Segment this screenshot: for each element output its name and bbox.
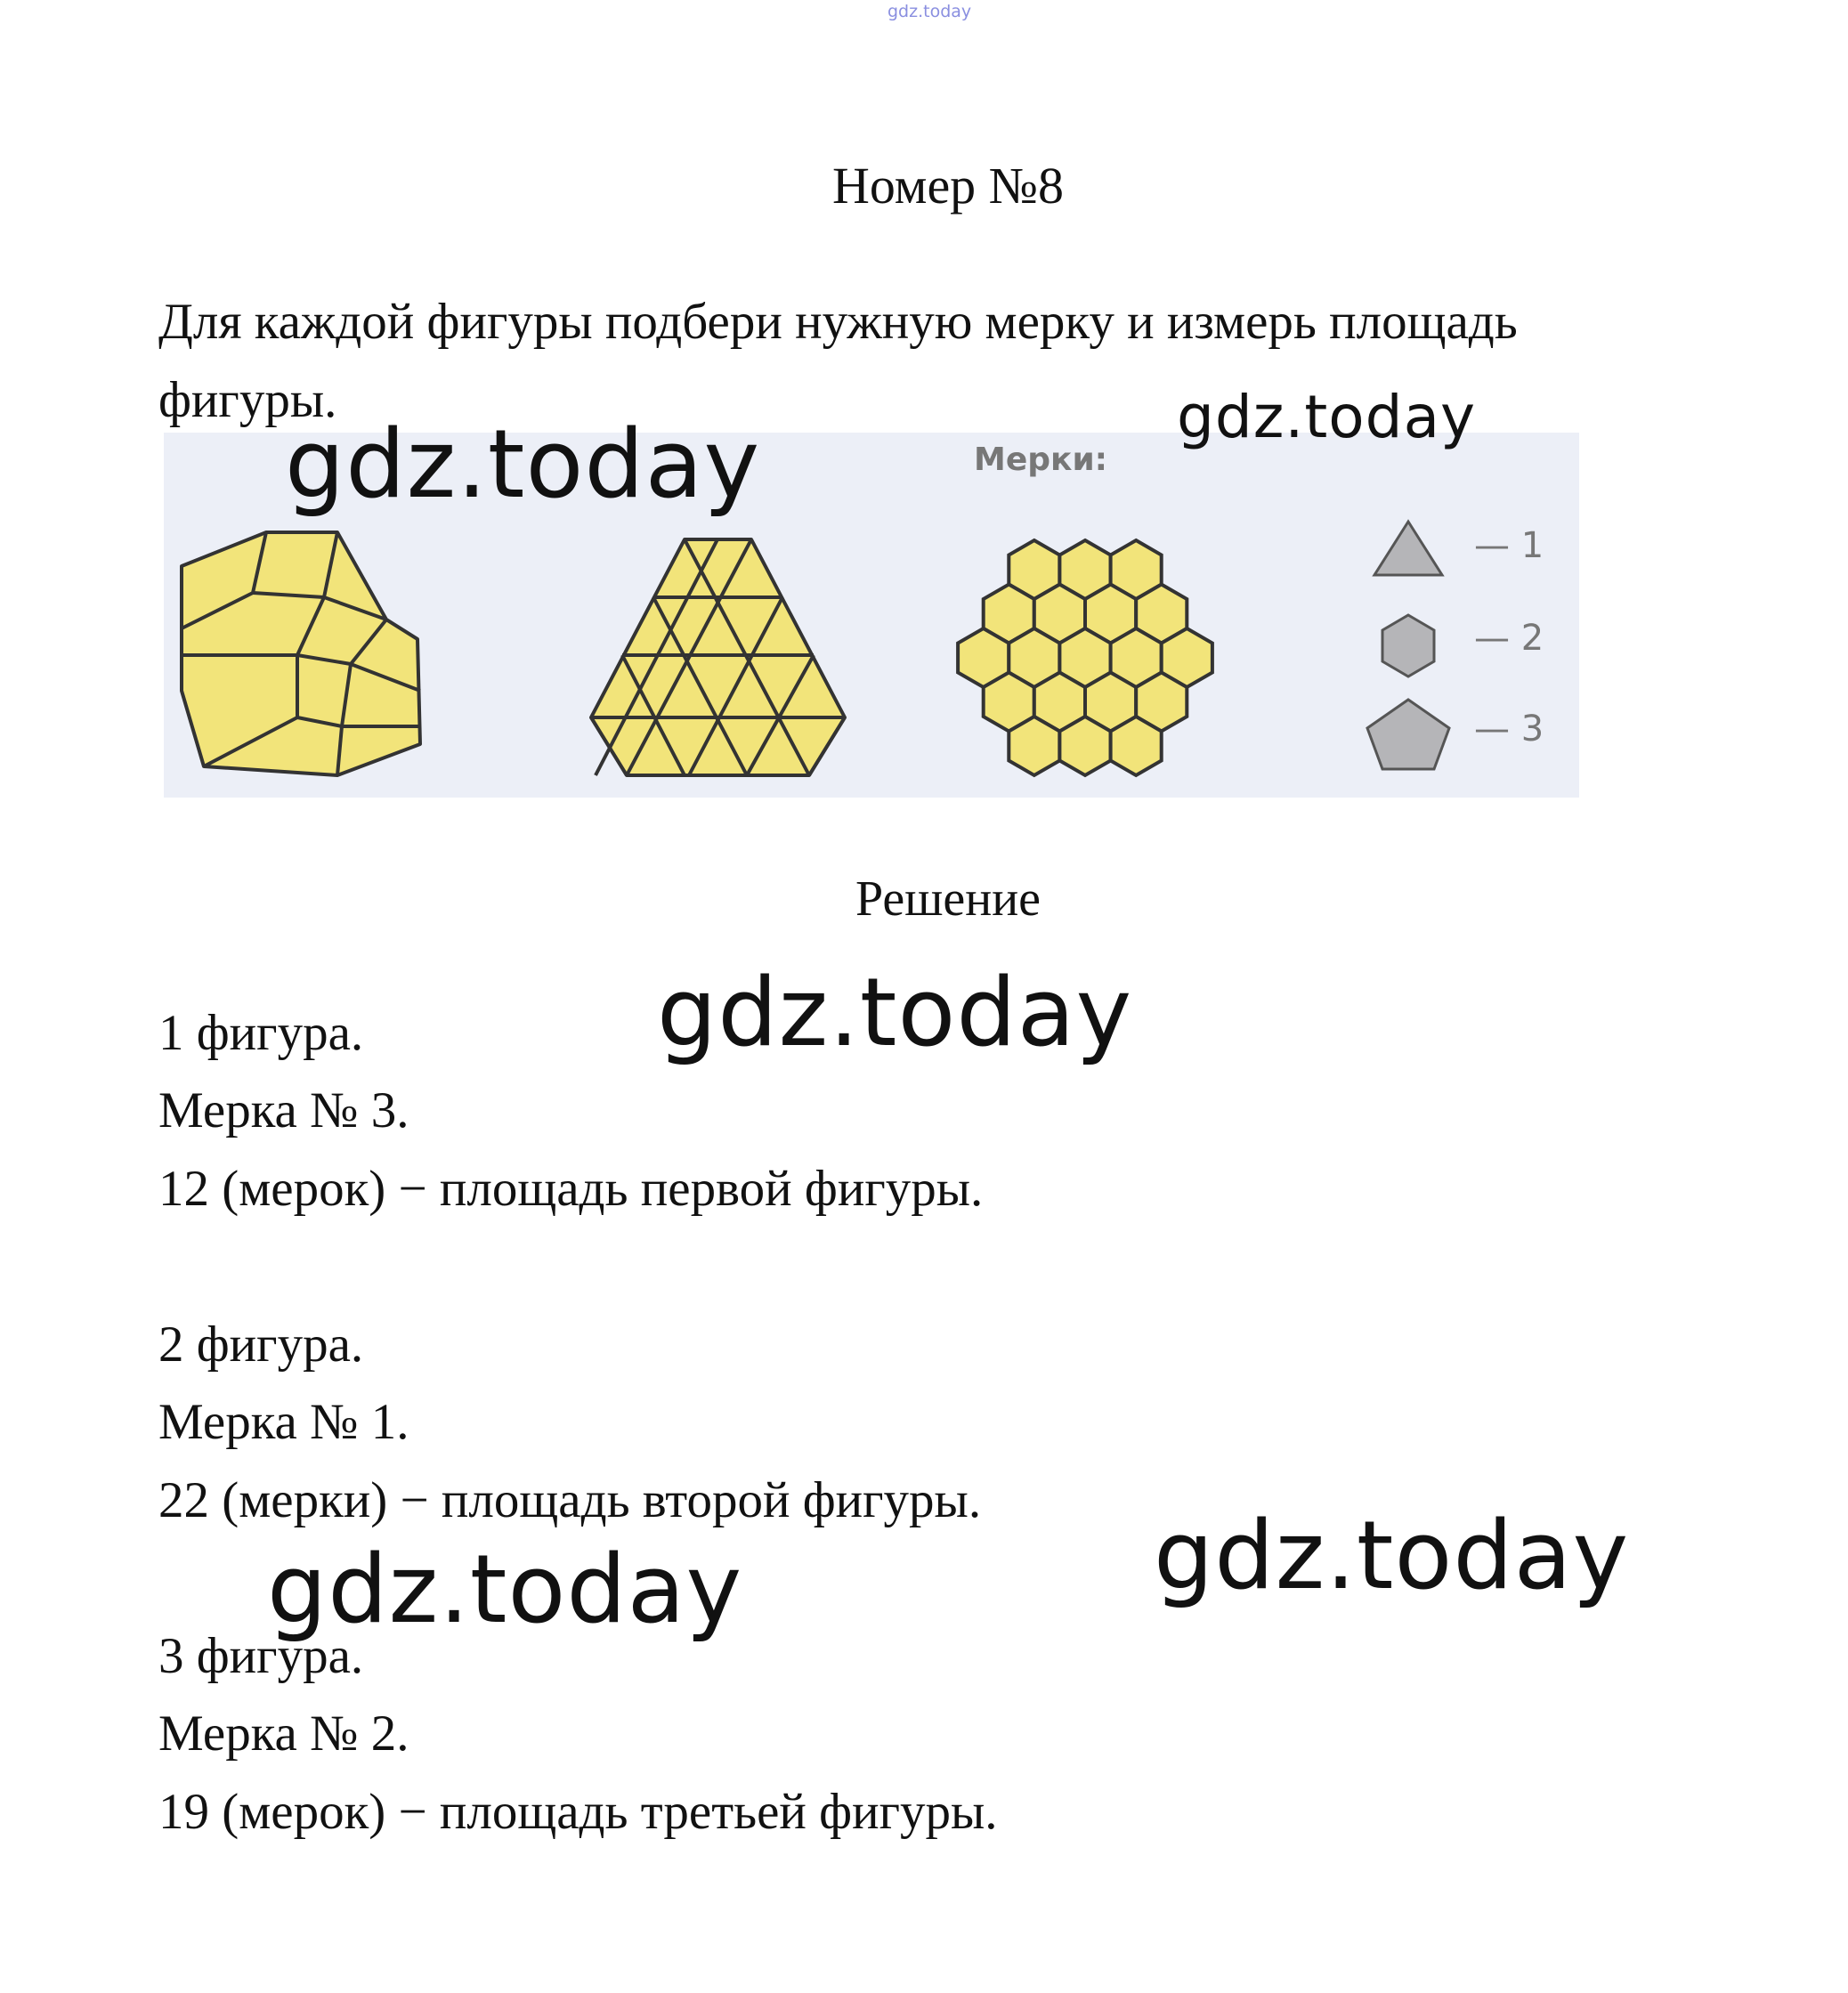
solution-title: Решение: [855, 871, 1042, 927]
watermark-1: gdz.today: [285, 409, 761, 519]
solution-line: Мерка № 2.: [158, 1705, 409, 1762]
legend-label-2: — 2: [1474, 618, 1544, 659]
pentagon-icon: [1367, 700, 1449, 769]
solution-line: 1 фигура.: [158, 1005, 364, 1061]
hexagon-cell: [1009, 717, 1059, 775]
watermark-4: gdz.today: [267, 1535, 743, 1644]
solution-line: Мерка № 1.: [158, 1394, 409, 1450]
solution-line: 3 фигура.: [158, 1628, 364, 1684]
figure-2-triangles: [591, 539, 845, 775]
hexagon-cell: [1059, 717, 1110, 775]
solution-line: 19 (мерок) − площадь третьей фигуры.: [158, 1784, 998, 1840]
page-title: Номер №8: [831, 157, 1065, 215]
solution-line: 12 (мерок) − площадь первой фигуры.: [158, 1161, 984, 1217]
watermark-2: gdz.today: [1177, 383, 1477, 451]
figure-1-pentagons: [182, 532, 420, 775]
legend-label-3: — 3: [1474, 709, 1544, 749]
watermark-3: gdz.today: [657, 958, 1133, 1067]
legend-label-1: — 1: [1474, 525, 1544, 566]
watermark-5: gdz.today: [1154, 1501, 1630, 1610]
solution-line: 2 фигура.: [158, 1317, 364, 1373]
task-text: Для каждой фигуры подбери нужную мерку и измерь площадь фигуры.: [158, 294, 1518, 428]
watermark-small: gdz.today: [888, 2, 972, 21]
figure-3-hexagons: [958, 540, 1212, 775]
triangle-icon: [1374, 522, 1442, 575]
hexagon-icon: [1382, 615, 1434, 676]
solution-line: 22 (мерки) − площадь второй фигуры.: [158, 1472, 982, 1528]
hexagon-cell: [1111, 717, 1162, 775]
legend-title: Мерки:: [974, 442, 1108, 478]
solution-line: Мерка № 3.: [158, 1082, 409, 1138]
